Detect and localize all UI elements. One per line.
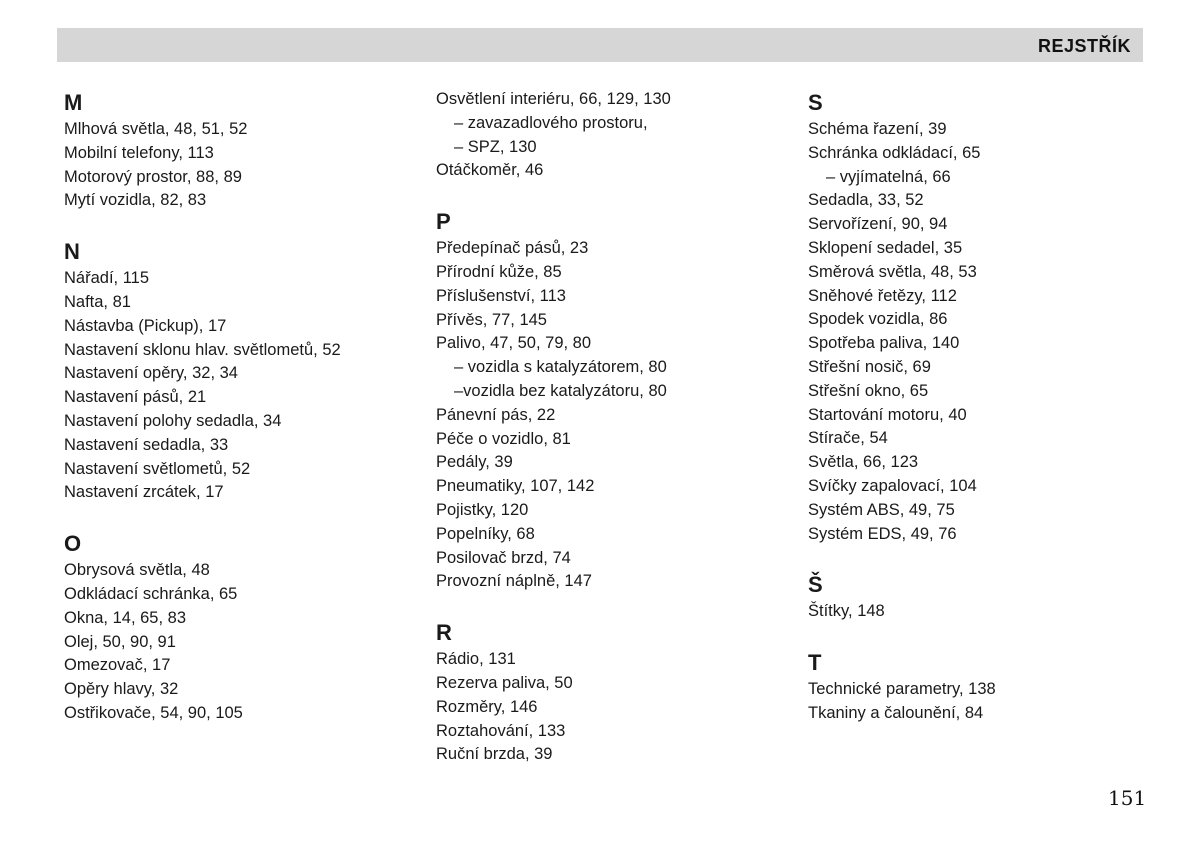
index-entry: Obrysová světla, 48 xyxy=(64,561,210,580)
index-column-3 xyxy=(808,88,996,750)
section-letter: M xyxy=(64,90,83,115)
index-entry: Nastavení sedadla, 33 xyxy=(64,435,229,454)
section-letter: O xyxy=(64,531,82,557)
index-entry: Pneumatiky, 107, 142 xyxy=(436,477,595,496)
index-entry: Nastavení pásů, 21 xyxy=(64,388,207,407)
index-section xyxy=(436,207,671,594)
index-entry: Sklopení sedadel, 35 xyxy=(808,238,963,257)
index-section xyxy=(808,88,996,546)
index-entry: Technické parametry, 138 xyxy=(808,680,996,699)
index-entry: Schránka odkládací, 65 xyxy=(808,143,981,162)
index-entry: Osvětlení interiéru, 66, 129, 130 xyxy=(436,90,671,108)
index-entry: Posilovač brzd, 74 xyxy=(436,548,571,567)
index-entry: Svíčky zapalovací, 104 xyxy=(808,476,977,495)
index-section xyxy=(436,88,671,183)
section-letter: S xyxy=(808,90,823,115)
index-section xyxy=(64,88,341,213)
index-entry: Mobilní telefony, 113 xyxy=(64,143,214,162)
index-entry: Okna, 14, 65, 83 xyxy=(64,608,187,627)
index-subentry: – SPZ, 130 xyxy=(454,137,537,156)
index-entry: Nástavba (Pickup), 17 xyxy=(64,316,227,335)
index-entry: Rádio, 131 xyxy=(436,650,516,669)
index-column-2 xyxy=(436,88,671,791)
index-entry: Systém ABS, 49, 75 xyxy=(808,500,955,519)
index-entry: Palivo, 47, 50, 79, 80 xyxy=(436,334,592,353)
index-subentry: – vozidla s katalyzátorem, 80 xyxy=(454,358,667,377)
index-entry: Střešní nosič, 69 xyxy=(808,357,931,376)
index-entry: Tkaniny a čalounění, 84 xyxy=(808,703,984,722)
index-entry: Schéma řazení, 39 xyxy=(808,120,947,138)
index-entry: Startování motoru, 40 xyxy=(808,405,967,424)
index-entry: Nafta, 81 xyxy=(64,292,131,311)
index-entry: Nastavení zrcátek, 17 xyxy=(64,483,224,502)
index-entry: Přívěs, 77, 145 xyxy=(436,310,547,329)
page-title: REJSTŘÍK xyxy=(1037,36,1131,56)
index-entry: Přírodní kůže, 85 xyxy=(436,262,562,281)
page-number: 151 xyxy=(1108,786,1147,810)
index-section xyxy=(808,648,996,726)
section-letter: N xyxy=(64,239,80,265)
index-entry: Sedadla, 33, 52 xyxy=(808,191,924,210)
index-entry: Pojistky, 120 xyxy=(436,500,529,519)
index-entry: Nastavení sklonu hlav. světlometů, 52 xyxy=(64,340,341,359)
index-subentry: – vyjímatelná, 66 xyxy=(826,167,951,186)
index-entry: Spodek vozidla, 86 xyxy=(808,310,948,329)
header-bar xyxy=(57,28,1143,62)
index-entry: Štítky, 148 xyxy=(808,602,885,621)
index-entry: Sněhové řetězy, 112 xyxy=(808,286,957,305)
index-entry: Olej, 50, 90, 91 xyxy=(64,632,176,651)
index-section xyxy=(436,618,671,767)
section-letter: P xyxy=(436,209,451,235)
index-entry: Nastavení polohy sedadla, 34 xyxy=(64,411,282,430)
index-entry: Motorový prostor, 88, 89 xyxy=(64,167,242,186)
index-entry: Pánevní pás, 22 xyxy=(436,405,556,424)
index-entry: Rezerva paliva, 50 xyxy=(436,673,573,692)
index-entry: Střešní okno, 65 xyxy=(808,381,929,400)
index-entry: Směrová světla, 48, 53 xyxy=(808,262,977,281)
index-entry: Péče o vozidlo, 81 xyxy=(436,429,571,448)
index-entry: Nastavení světlometů, 52 xyxy=(64,459,251,478)
index-entry: Mytí vozidla, 82, 83 xyxy=(64,191,207,210)
index-entry: Roztahování, 133 xyxy=(436,721,566,740)
index-entry: Provozní náplně, 147 xyxy=(436,572,592,591)
index-entry: Stírače, 54 xyxy=(808,429,888,448)
index-entry: Otáčkoměr, 46 xyxy=(436,161,544,180)
index-entry: Pedály, 39 xyxy=(436,453,513,472)
index-section xyxy=(64,237,341,505)
index-entry: Systém EDS, 49, 76 xyxy=(808,524,957,543)
index-entry: Opěry hlavy, 32 xyxy=(64,680,179,699)
index-entry: Nářadí, 115 xyxy=(64,269,149,288)
index-entry: Příslušenství, 113 xyxy=(436,286,566,305)
index-entry: Ostřikovače, 54, 90, 105 xyxy=(64,703,243,722)
index-column-1 xyxy=(64,88,341,750)
index-entry: Odkládací schránka, 65 xyxy=(64,584,238,603)
index-entry: Nastavení opěry, 32, 34 xyxy=(64,364,238,383)
index-entry: Servořízení, 90, 94 xyxy=(808,215,948,234)
index-entry: Mlhová světla, 48, 51, 52 xyxy=(64,120,248,138)
section-letter: R xyxy=(436,620,452,646)
index-entry: Rozměry, 146 xyxy=(436,697,538,716)
index-entry: Spotřeba paliva, 140 xyxy=(808,334,960,353)
index-entry: Omezovač, 17 xyxy=(64,656,171,675)
index-entry: Předepínač pásů, 23 xyxy=(436,239,589,258)
index-entry: Popelníky, 68 xyxy=(436,524,535,543)
section-letter: T xyxy=(808,650,822,676)
index-subentry: – zavazadlového prostoru, xyxy=(454,113,648,132)
index-subentry: –vozidla bez katalyzátoru, 80 xyxy=(454,381,667,400)
index-entry: Světla, 66, 123 xyxy=(808,453,919,472)
section-letter: Š xyxy=(808,572,823,598)
index-entry: Ruční brzda, 39 xyxy=(436,745,553,764)
index-section xyxy=(64,529,341,726)
index-section xyxy=(808,570,996,624)
